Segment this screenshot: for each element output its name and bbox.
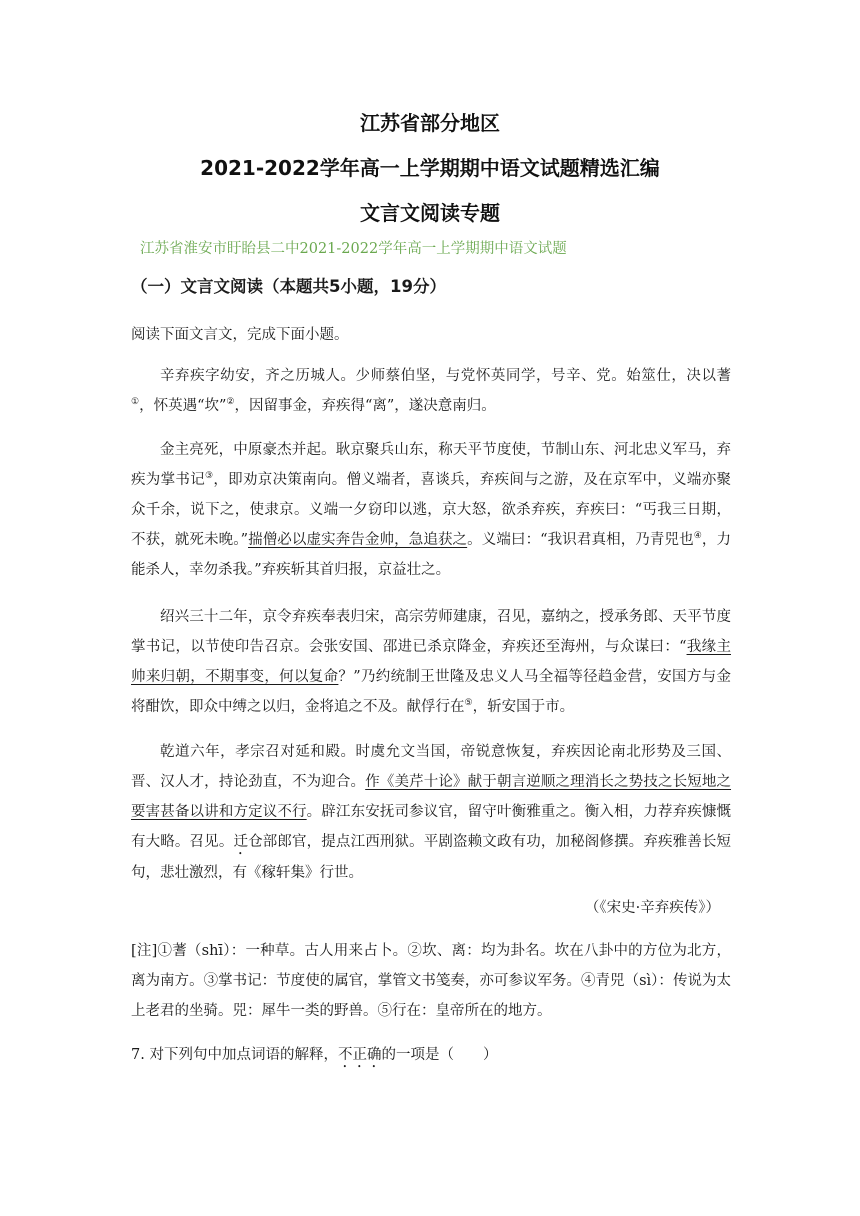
- footnote-marker: ⑤: [464, 698, 473, 709]
- passage-text: 。义端曰：“我识君真相，乃青兕也: [467, 532, 694, 548]
- footnote-marker: ③: [205, 471, 214, 482]
- passage-text: 乾道六年，孝宗召对延和殿。时虞允文当国，帝锐意恢复，弃疾因论南北形势及三国、晋、汉人才，持论劲直，不为迎合。: [131, 744, 731, 790]
- dotted-word: 迁: [233, 834, 249, 850]
- underlined-sentence: 作《美芹十论》献于朝言逆顺之理消长之势技之长短地之要害甚备以讲和方定议不行: [131, 774, 732, 820]
- question-text: 对下列句中加点词语的解释，: [149, 1047, 338, 1063]
- annotation-notes: [注]①蓍（shī）：一种草。古人用来占卜。②坎、离：均为卦名。坎在八卦中的方位为北方，离为南方。③掌书记：节度使的属官，掌管文书笺奏，亦可参议军务。④青兕（sì）：传说为太上老君的坐骑。兕：犀牛一类的野兽。⑤行在：皇帝所在的地方。: [131, 943, 731, 1019]
- passage-text: 。辟江东安抚司参议官，留守叶衡雅重之。衡入相，力荐弃疾慷慨有大略。召见。: [131, 804, 732, 850]
- passage-paragraph-1: [131, 361, 731, 421]
- footnote-marker: ④: [693, 531, 702, 542]
- passage-text: 金主亮死，中原豪杰并起。耿京聚兵山东，称天平节度使，节制山东、河北忠义军马，弃疾为掌书记: [131, 442, 731, 488]
- footnote-marker: ①: [131, 397, 140, 408]
- section-heading: （一）文言文阅读（本题共5小题，19分）: [131, 277, 446, 296]
- question-text: 的一项是（ ）: [381, 1047, 498, 1063]
- passage-paragraph-3: [131, 602, 731, 722]
- passage-text: 辛弃疾字幼安，齐之历城人。少师蔡伯坚，与党怀英同学，号辛、党。始筮仕，决以蓍: [160, 368, 731, 384]
- instruction-text: 阅读下面文言文，完成下面小题。: [131, 327, 349, 343]
- question-number: 7.: [131, 1047, 145, 1063]
- passage-text: ？”乃约统制王世隆及忠义人马全福等径趋金营，安国方与金将酣饮，即众中缚之以归，金将追之不及。献俘行在: [131, 669, 731, 715]
- source-line: 江苏省淮安市盱眙县二中2021-2022学年高一上学期期中语文试题: [140, 241, 567, 257]
- footnote-marker: ②: [226, 397, 235, 408]
- passage-text: ，力能杀人，幸勿杀我。”弃疾斩其首归报，京益壮之。: [131, 532, 731, 578]
- document-topic: 文言文阅读专题: [360, 201, 500, 225]
- underlined-sentence: 揣僧必以虚实奔告金帅，急追获之: [248, 532, 468, 548]
- passage-text: ，即劝京决策南向。僧义端者，喜谈兵，弃疾间与之游，及在京军中，义端亦聚众千余，说下之，使隶京。义端一夕窃印以逃，京大怒，欲杀弃疾，弃疾曰：“丐我三日期，不获，就死未晚。”: [131, 472, 732, 548]
- underlined-sentence: 我缘主帅来归朝，不期事变，何以复命: [131, 639, 731, 685]
- citation: （《宋史·辛弃疾传》）: [584, 900, 720, 916]
- passage-text: 仓部郎官，提点江西刑狱。平剧盗赖文政有功，加秘阁修撰。弃疾雅善长短句，悲壮激烈，有《稼轩集》行世。: [131, 834, 732, 881]
- question-7: [131, 1043, 497, 1071]
- passage-paragraph-4: [131, 737, 731, 888]
- passage-text: ，怀英遇“坎”: [139, 398, 227, 414]
- question-emphasis: 不正确: [337, 1047, 382, 1063]
- passage-paragraph-2: [131, 435, 731, 585]
- passage-text: ，因留事金，弃疾得“离”，遂决意南归。: [234, 398, 496, 414]
- document-title: 江苏省部分地区: [360, 111, 500, 135]
- document-subtitle: 2021-2022学年高一上学期期中语文试题精选汇编: [200, 156, 660, 180]
- passage-text: ，斩安国于市。: [472, 699, 575, 715]
- passage-text: 绍兴三十二年，京令弃疾奉表归宋，高宗劳师建康，召见，嘉纳之，授承务郎、天平节度掌书记，以节使印告召京。会张安国、邵进已杀京降金，弃疾还至海州，与众谋曰：“: [131, 609, 731, 655]
